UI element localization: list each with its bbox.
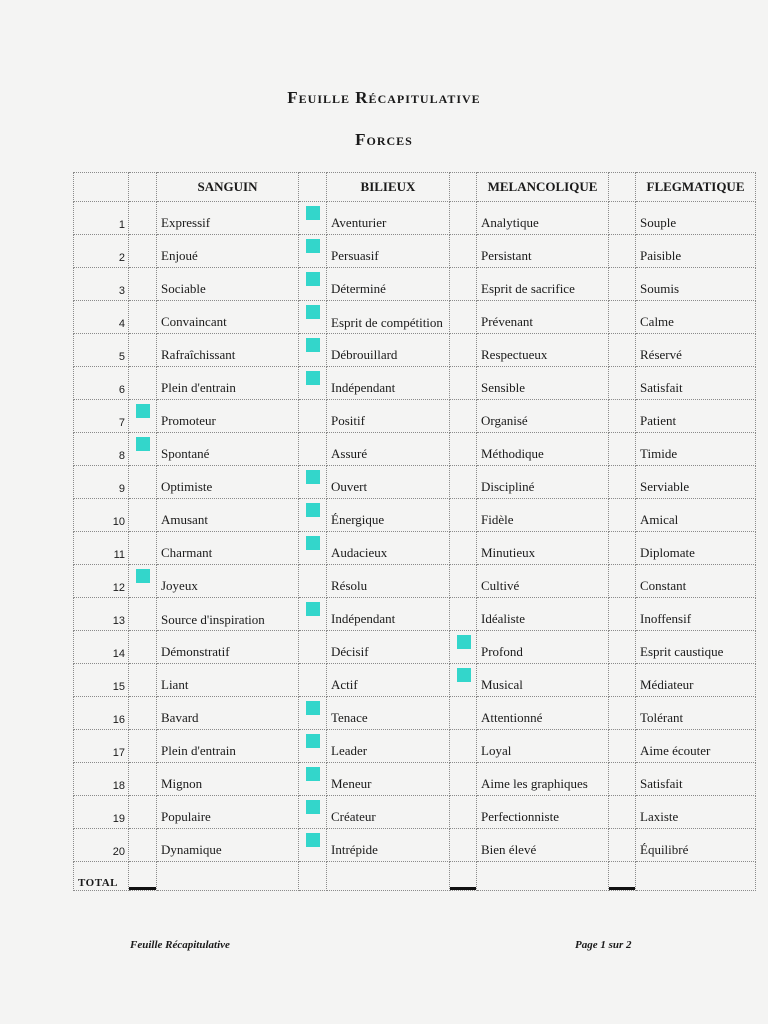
trait-bilieux: Débrouillard	[327, 334, 450, 367]
trait-sanguin: Plein d'entrain	[157, 367, 299, 400]
trait-sanguin: Source d'inspiration	[157, 598, 299, 631]
mark-cell-sanguin[interactable]	[129, 532, 157, 565]
checkmark-square-icon	[306, 239, 320, 253]
table-row	[74, 466, 756, 499]
mark-cell-flegmatique[interactable]	[609, 697, 636, 730]
checkmark-square-icon	[306, 470, 320, 484]
mark-cell-bilieux[interactable]	[299, 532, 327, 565]
mark-cell-sanguin[interactable]	[129, 367, 157, 400]
trait-flegmatique: Aime écouter	[636, 730, 756, 763]
header-num	[74, 173, 129, 202]
mark-cell-bilieux[interactable]	[299, 664, 327, 697]
mark-cell-flegmatique[interactable]	[609, 466, 636, 499]
mark-cell-flegmatique[interactable]	[609, 763, 636, 796]
row-number: 9	[74, 466, 129, 499]
trait-sanguin: Mignon	[157, 763, 299, 796]
mark-cell-sanguin[interactable]	[129, 829, 157, 862]
total-bar-flegmatique	[609, 887, 636, 890]
row-number: 13	[74, 598, 129, 631]
trait-bilieux: Actif	[327, 664, 450, 697]
trait-melancolique: Profond	[477, 631, 609, 664]
mark-cell-flegmatique[interactable]	[609, 235, 636, 268]
trait-bilieux: Audacieux	[327, 532, 450, 565]
table-row	[74, 763, 756, 796]
mark-cell-bilieux[interactable]	[299, 730, 327, 763]
trait-bilieux: Ouvert	[327, 466, 450, 499]
trait-melancolique: Loyal	[477, 730, 609, 763]
mark-cell-bilieux[interactable]	[299, 202, 327, 235]
mark-cell-sanguin[interactable]	[129, 565, 157, 598]
mark-cell-melancolique[interactable]	[450, 466, 477, 499]
checkmark-square-icon	[136, 437, 150, 451]
trait-sanguin: Enjoué	[157, 235, 299, 268]
trait-melancolique: Analytique	[477, 202, 609, 235]
footer-right: Page 1 sur 2	[575, 939, 632, 951]
mark-cell-bilieux[interactable]	[299, 598, 327, 631]
table-row	[74, 664, 756, 697]
mark-cell-sanguin[interactable]	[129, 400, 157, 433]
trait-bilieux: Esprit de compétition	[327, 301, 450, 334]
checkmark-square-icon	[306, 602, 320, 616]
mark-cell-flegmatique[interactable]	[609, 499, 636, 532]
mark-cell-bilieux[interactable]	[299, 829, 327, 862]
mark-cell-flegmatique[interactable]	[609, 664, 636, 697]
trait-bilieux: Tenace	[327, 697, 450, 730]
trait-melancolique: Perfectionniste	[477, 796, 609, 829]
trait-flegmatique: Laxiste	[636, 796, 756, 829]
trait-flegmatique: Esprit caustique	[636, 631, 756, 664]
trait-flegmatique: Calme	[636, 301, 756, 334]
mark-cell-flegmatique[interactable]	[609, 796, 636, 829]
header-flegmatique: FLEGMATIQUE	[636, 173, 756, 202]
row-number: 12	[74, 565, 129, 598]
trait-sanguin: Dynamique	[157, 829, 299, 862]
mark-cell-bilieux[interactable]	[299, 796, 327, 829]
trait-bilieux: Persuasif	[327, 235, 450, 268]
table-body	[74, 202, 756, 862]
trait-melancolique: Bien élevé	[477, 829, 609, 862]
mark-cell-bilieux[interactable]	[299, 367, 327, 400]
row-number: 3	[74, 268, 129, 301]
trait-melancolique: Sensible	[477, 367, 609, 400]
total-flegmatique[interactable]	[636, 862, 756, 891]
trait-bilieux: Aventurier	[327, 202, 450, 235]
trait-melancolique: Musical	[477, 664, 609, 697]
mark-cell-bilieux[interactable]	[299, 763, 327, 796]
total-mark-melancolique	[450, 862, 477, 891]
trait-bilieux: Positif	[327, 400, 450, 433]
trait-flegmatique: Timide	[636, 433, 756, 466]
header-sanguin: SANGUIN	[157, 173, 299, 202]
row-number: 18	[74, 763, 129, 796]
table-row	[74, 598, 756, 631]
trait-sanguin: Joyeux	[157, 565, 299, 598]
trait-bilieux: Intrépide	[327, 829, 450, 862]
row-number: 6	[74, 367, 129, 400]
table-row	[74, 697, 756, 730]
mark-cell-bilieux[interactable]	[299, 433, 327, 466]
trait-melancolique: Idéaliste	[477, 598, 609, 631]
mark-cell-flegmatique[interactable]	[609, 268, 636, 301]
header-mark-melancolique	[450, 173, 477, 202]
mark-cell-melancolique[interactable]	[450, 268, 477, 301]
mark-cell-sanguin[interactable]	[129, 631, 157, 664]
table-row	[74, 301, 756, 334]
page-subtitle: Forces	[355, 130, 413, 149]
mark-cell-bilieux[interactable]	[299, 499, 327, 532]
mark-cell-sanguin[interactable]	[129, 235, 157, 268]
mark-cell-sanguin[interactable]	[129, 433, 157, 466]
mark-cell-melancolique[interactable]	[450, 532, 477, 565]
total-bar-sanguin	[129, 887, 157, 890]
mark-cell-melancolique[interactable]	[450, 400, 477, 433]
mark-cell-flegmatique[interactable]	[609, 631, 636, 664]
trait-bilieux: Meneur	[327, 763, 450, 796]
mark-cell-flegmatique[interactable]	[609, 400, 636, 433]
mark-cell-sanguin[interactable]	[129, 664, 157, 697]
mark-cell-flegmatique[interactable]	[609, 565, 636, 598]
trait-melancolique: Méthodique	[477, 433, 609, 466]
checkmark-square-icon	[457, 635, 471, 649]
mark-cell-bilieux[interactable]	[299, 301, 327, 334]
trait-bilieux: Déterminé	[327, 268, 450, 301]
checkmark-square-icon	[306, 536, 320, 550]
mark-cell-melancolique[interactable]	[450, 829, 477, 862]
trait-sanguin: Spontané	[157, 433, 299, 466]
mark-cell-flegmatique[interactable]	[609, 334, 636, 367]
mark-cell-flegmatique[interactable]	[609, 532, 636, 565]
trait-flegmatique: Équilibré	[636, 829, 756, 862]
mark-cell-bilieux[interactable]	[299, 334, 327, 367]
mark-cell-melancolique[interactable]	[450, 565, 477, 598]
trait-flegmatique: Constant	[636, 565, 756, 598]
table-row	[74, 730, 756, 763]
mark-cell-sanguin[interactable]	[129, 334, 157, 367]
header-melancolique: MELANCOLIQUE	[477, 173, 609, 202]
trait-melancolique: Attentionné	[477, 697, 609, 730]
mark-cell-bilieux[interactable]	[299, 268, 327, 301]
row-number: 7	[74, 400, 129, 433]
footer-left: Feuille Récapitulative	[130, 939, 230, 951]
trait-sanguin: Amusant	[157, 499, 299, 532]
trait-sanguin: Charmant	[157, 532, 299, 565]
mark-cell-sanguin[interactable]	[129, 598, 157, 631]
trait-flegmatique: Amical	[636, 499, 756, 532]
trait-melancolique: Cultivé	[477, 565, 609, 598]
trait-melancolique: Aime les graphiques	[477, 763, 609, 796]
trait-bilieux: Assuré	[327, 433, 450, 466]
checkmark-square-icon	[306, 272, 320, 286]
row-number: 15	[74, 664, 129, 697]
trait-flegmatique: Serviable	[636, 466, 756, 499]
row-number: 10	[74, 499, 129, 532]
header-row	[74, 173, 756, 202]
mark-cell-melancolique[interactable]	[450, 664, 477, 697]
header-mark-sanguin	[129, 173, 157, 202]
mark-cell-melancolique[interactable]	[450, 796, 477, 829]
trait-bilieux: Indépendant	[327, 367, 450, 400]
table-row	[74, 796, 756, 829]
mark-cell-sanguin[interactable]	[129, 796, 157, 829]
checkmark-square-icon	[306, 206, 320, 220]
mark-cell-melancolique[interactable]	[450, 631, 477, 664]
checkmark-square-icon	[306, 503, 320, 517]
trait-melancolique: Minutieux	[477, 532, 609, 565]
table-row	[74, 829, 756, 862]
row-number: 5	[74, 334, 129, 367]
mark-cell-melancolique[interactable]	[450, 697, 477, 730]
mark-cell-melancolique[interactable]	[450, 433, 477, 466]
mark-cell-flegmatique[interactable]	[609, 301, 636, 334]
mark-cell-flegmatique[interactable]	[609, 202, 636, 235]
trait-sanguin: Sociable	[157, 268, 299, 301]
total-label-cell	[74, 862, 129, 891]
header-mark-flegmatique	[609, 173, 636, 202]
trait-sanguin: Populaire	[157, 796, 299, 829]
mark-cell-sanguin[interactable]	[129, 697, 157, 730]
mark-cell-melancolique[interactable]	[450, 598, 477, 631]
checkmark-square-icon	[136, 569, 150, 583]
trait-sanguin: Bavard	[157, 697, 299, 730]
trait-flegmatique: Soumis	[636, 268, 756, 301]
trait-sanguin: Optimiste	[157, 466, 299, 499]
trait-flegmatique: Réservé	[636, 334, 756, 367]
mark-cell-sanguin[interactable]	[129, 730, 157, 763]
checkmark-square-icon	[306, 305, 320, 319]
trait-bilieux: Résolu	[327, 565, 450, 598]
total-row	[74, 862, 756, 891]
table-row	[74, 400, 756, 433]
checkmark-square-icon	[306, 734, 320, 748]
table-row	[74, 565, 756, 598]
trait-flegmatique: Satisfait	[636, 763, 756, 796]
total-mark-sanguin	[129, 862, 157, 891]
table-row	[74, 433, 756, 466]
trait-melancolique: Discipliné	[477, 466, 609, 499]
header-bilieux: BILIEUX	[327, 173, 450, 202]
row-number: 16	[74, 697, 129, 730]
trait-bilieux: Leader	[327, 730, 450, 763]
checkmark-square-icon	[136, 404, 150, 418]
total-mark-flegmatique	[609, 862, 636, 891]
table-row	[74, 367, 756, 400]
mark-cell-bilieux[interactable]	[299, 697, 327, 730]
row-number: 17	[74, 730, 129, 763]
table-row	[74, 202, 756, 235]
trait-melancolique: Organisé	[477, 400, 609, 433]
row-number: 14	[74, 631, 129, 664]
trait-melancolique: Fidèle	[477, 499, 609, 532]
mark-cell-flegmatique[interactable]	[609, 367, 636, 400]
trait-melancolique: Esprit de sacrifice	[477, 268, 609, 301]
trait-sanguin: Liant	[157, 664, 299, 697]
trait-sanguin: Promoteur	[157, 400, 299, 433]
mark-cell-flegmatique[interactable]	[609, 730, 636, 763]
row-number: 11	[74, 532, 129, 565]
trait-flegmatique: Paisible	[636, 235, 756, 268]
mark-cell-sanguin[interactable]	[129, 763, 157, 796]
trait-bilieux: Décisif	[327, 631, 450, 664]
mark-cell-melancolique[interactable]	[450, 334, 477, 367]
mark-cell-melancolique[interactable]	[450, 763, 477, 796]
trait-melancolique: Respectueux	[477, 334, 609, 367]
trait-flegmatique: Patient	[636, 400, 756, 433]
mark-cell-melancolique[interactable]	[450, 301, 477, 334]
mark-cell-bilieux[interactable]	[299, 400, 327, 433]
row-number: 20	[74, 829, 129, 862]
trait-sanguin: Démonstratif	[157, 631, 299, 664]
table-row	[74, 268, 756, 301]
mark-cell-bilieux[interactable]	[299, 565, 327, 598]
table-row	[74, 334, 756, 367]
trait-bilieux: Créateur	[327, 796, 450, 829]
checkmark-square-icon	[306, 338, 320, 352]
mark-cell-bilieux[interactable]	[299, 631, 327, 664]
mark-cell-sanguin[interactable]	[129, 499, 157, 532]
mark-cell-flegmatique[interactable]	[609, 598, 636, 631]
table-row	[74, 631, 756, 664]
header-mark-bilieux	[299, 173, 327, 202]
total-sanguin[interactable]	[157, 862, 299, 891]
trait-flegmatique: Tolérant	[636, 697, 756, 730]
mark-cell-bilieux[interactable]	[299, 235, 327, 268]
mark-cell-melancolique[interactable]	[450, 367, 477, 400]
checkmark-square-icon	[306, 371, 320, 385]
trait-flegmatique: Satisfait	[636, 367, 756, 400]
mark-cell-melancolique[interactable]	[450, 235, 477, 268]
trait-flegmatique: Médiateur	[636, 664, 756, 697]
checkmark-square-icon	[306, 833, 320, 847]
table-row	[74, 499, 756, 532]
mark-cell-flegmatique[interactable]	[609, 433, 636, 466]
total-bar-melancolique	[450, 887, 477, 890]
trait-bilieux: Énergique	[327, 499, 450, 532]
mark-cell-sanguin[interactable]	[129, 301, 157, 334]
trait-sanguin: Plein d'entrain	[157, 730, 299, 763]
mark-cell-melancolique[interactable]	[450, 202, 477, 235]
total-label: TOTAL	[78, 877, 118, 889]
row-number: 2	[74, 235, 129, 268]
checkmark-square-icon	[306, 701, 320, 715]
trait-melancolique: Prévenant	[477, 301, 609, 334]
table-row	[74, 235, 756, 268]
mark-cell-flegmatique[interactable]	[609, 829, 636, 862]
total-melancolique[interactable]	[477, 862, 609, 891]
mark-cell-sanguin[interactable]	[129, 268, 157, 301]
trait-flegmatique: Inoffensif	[636, 598, 756, 631]
trait-sanguin: Convaincant	[157, 301, 299, 334]
mark-cell-melancolique[interactable]	[450, 730, 477, 763]
table-row	[74, 532, 756, 565]
checkmark-square-icon	[306, 767, 320, 781]
row-number: 1	[74, 202, 129, 235]
mark-cell-bilieux[interactable]	[299, 466, 327, 499]
mark-cell-sanguin[interactable]	[129, 202, 157, 235]
checkmark-square-icon	[306, 800, 320, 814]
mark-cell-sanguin[interactable]	[129, 466, 157, 499]
row-number: 4	[74, 301, 129, 334]
trait-sanguin: Rafraîchissant	[157, 334, 299, 367]
checkmark-square-icon	[457, 668, 471, 682]
trait-bilieux: Indépendant	[327, 598, 450, 631]
trait-flegmatique: Souple	[636, 202, 756, 235]
mark-cell-melancolique[interactable]	[450, 499, 477, 532]
summary-table	[73, 172, 756, 891]
trait-flegmatique: Diplomate	[636, 532, 756, 565]
row-number: 8	[74, 433, 129, 466]
total-mark-bilieux	[299, 862, 327, 891]
trait-sanguin: Expressif	[157, 202, 299, 235]
total-bilieux[interactable]	[327, 862, 450, 891]
page-title: Feuille Récapitulative	[287, 88, 481, 107]
trait-melancolique: Persistant	[477, 235, 609, 268]
row-number: 19	[74, 796, 129, 829]
